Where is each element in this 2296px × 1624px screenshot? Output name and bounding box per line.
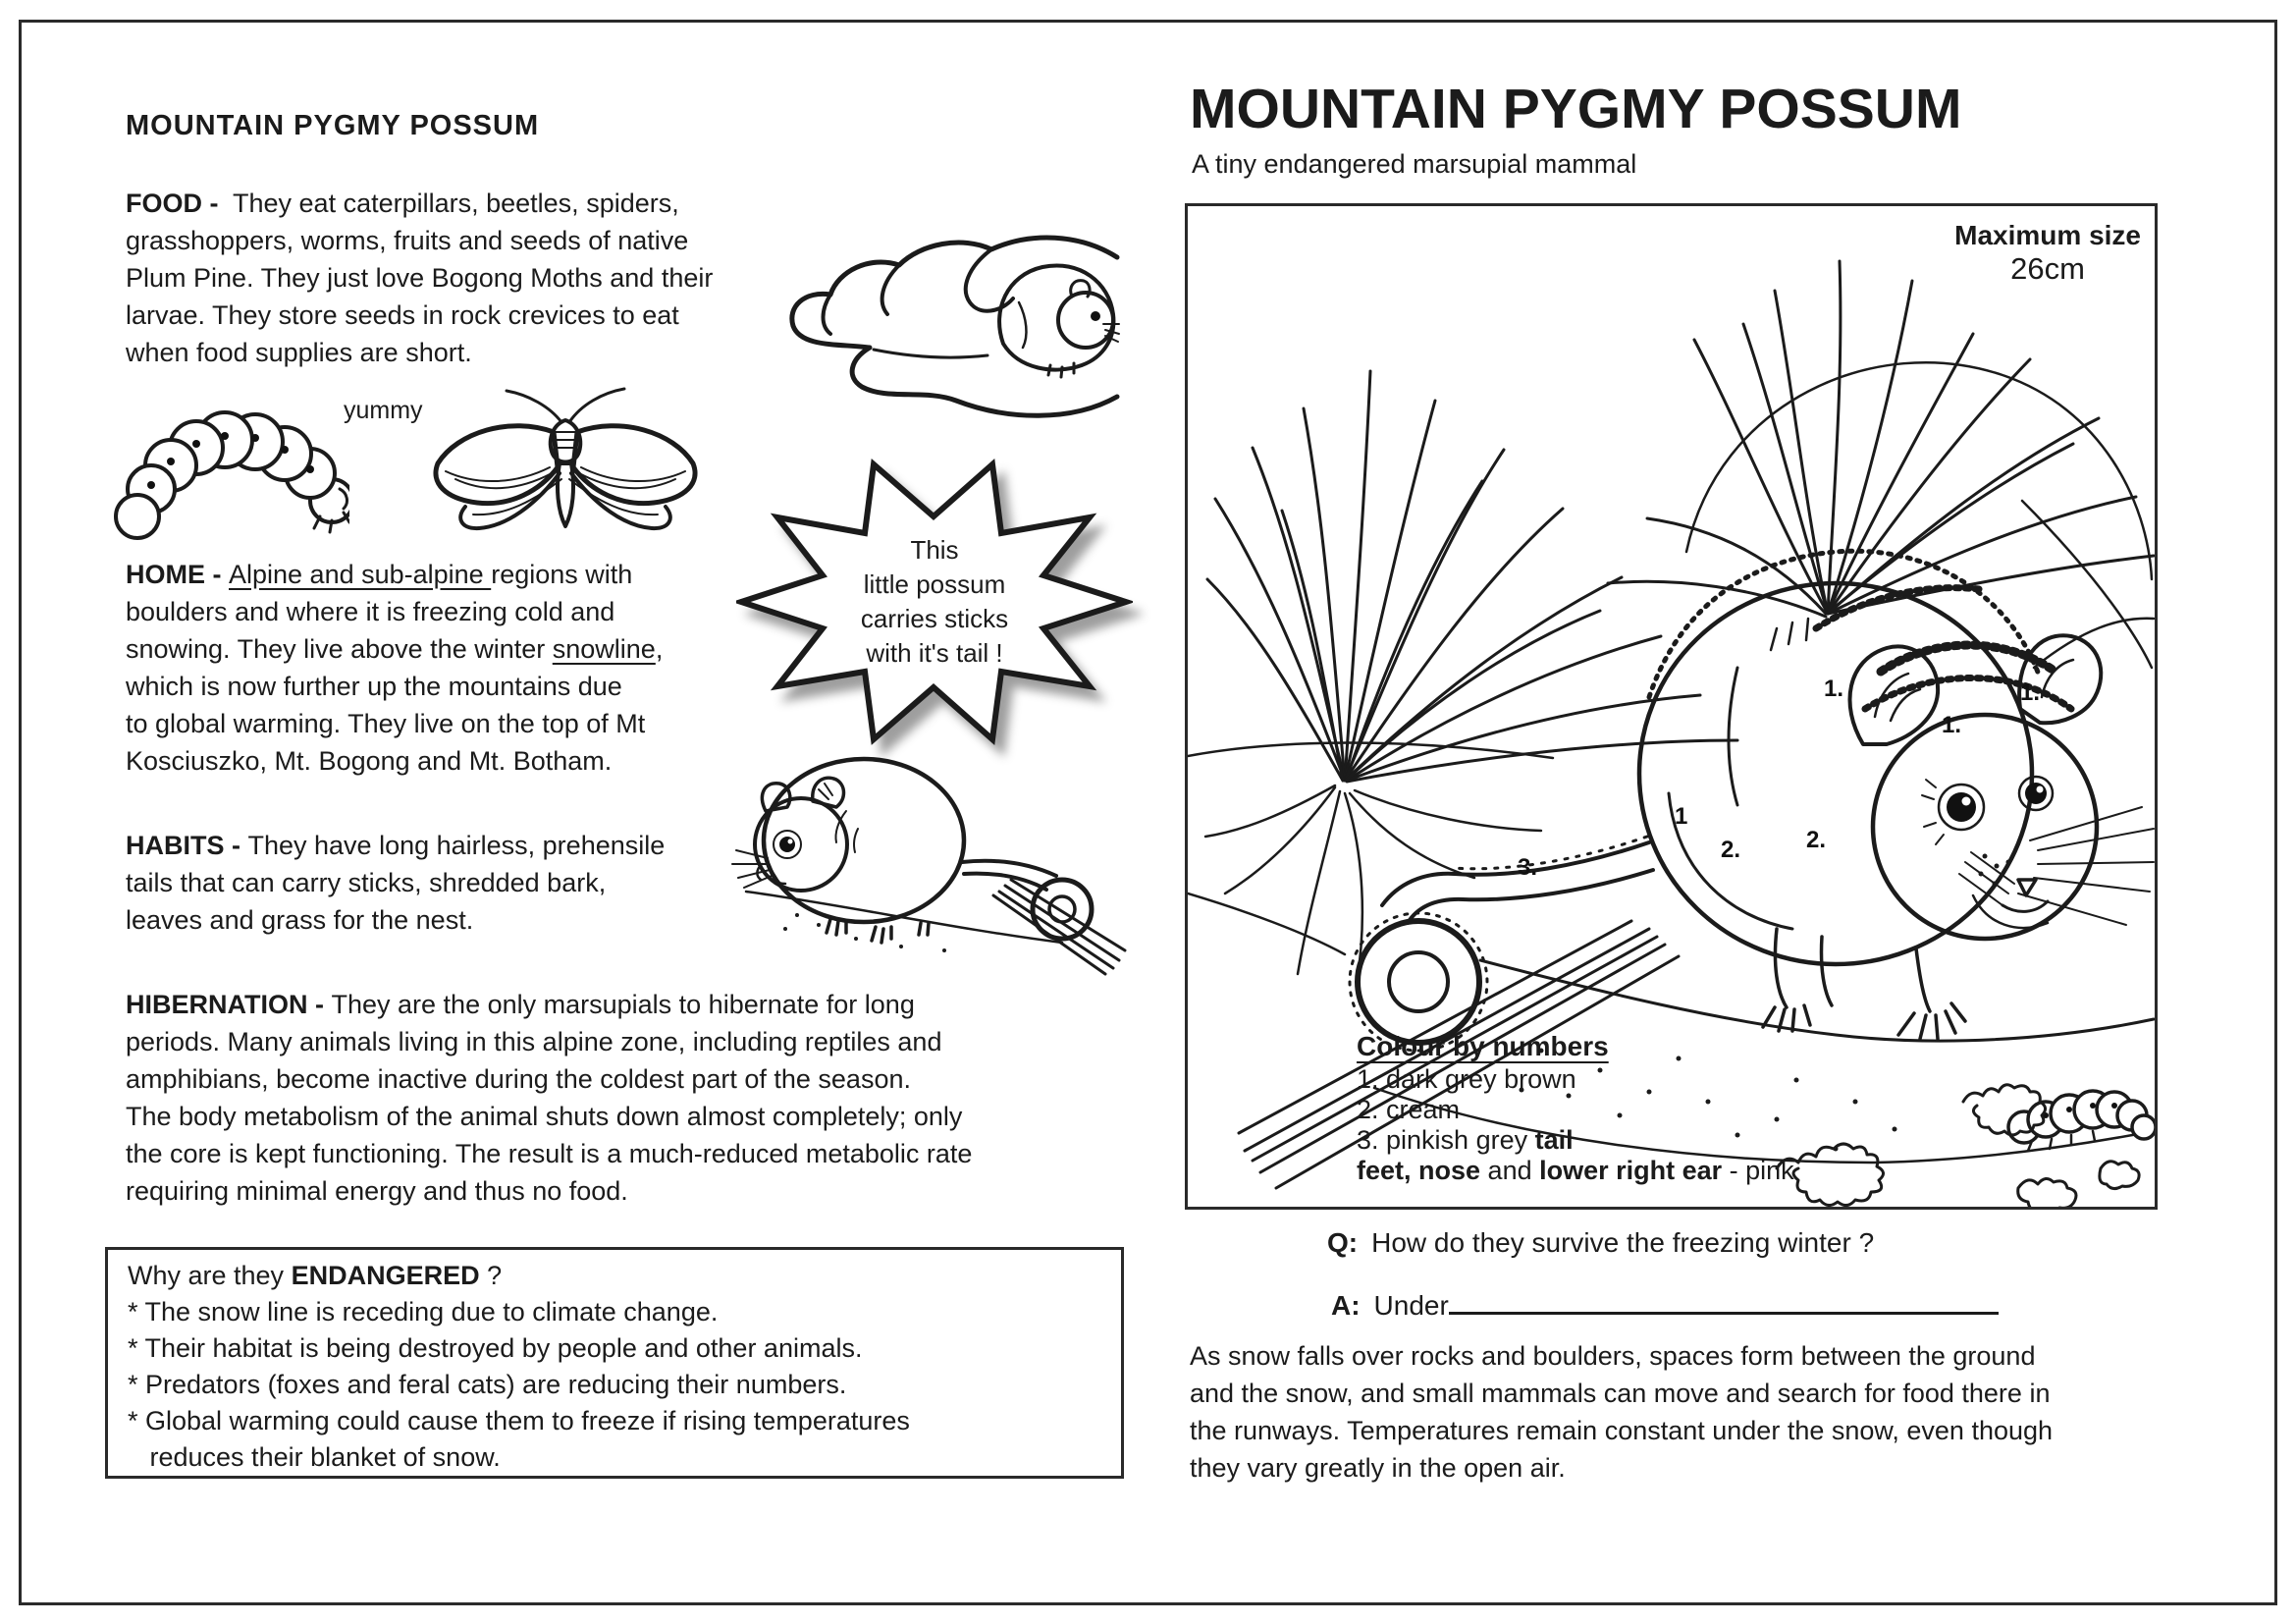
colour-marker: 1. <box>1942 712 1962 738</box>
maximum-size-text: Maximum size <box>1954 220 2141 250</box>
legend-items: 1. dark grey brown 2. cream 3. pinkish grey tail feet, nose and lower right ear - pink <box>1357 1064 1794 1185</box>
maximum-size-value: 26cm <box>2010 251 2085 286</box>
endangered-box: Why are they ENDANGERED ? * The snow line is receding due to climate change. * Their habitat is being destroyed by people and other animals. * Predators (foxes and feral cats) are reducing their numbers. * Global warming could cause them to freeze if rising temperatures reduces their blanket of snow. <box>105 1247 1124 1479</box>
colouring-illustration-box <box>1185 203 2158 1210</box>
question-line <box>1327 1227 1874 1259</box>
colour-marker: 1. <box>2020 679 2041 706</box>
left-page-title: MOUNTAIN PYGMY POSSUM <box>126 110 540 141</box>
question-text: How do they survive the freezing winter ? <box>1371 1227 1875 1258</box>
hibernation-section: HIBERNATION - They are the only marsupials to hibernate for long periods. Many animals living in this alpine zone, including reptiles and amphibians, become inactive during the coldest part of the season. The body metabolism of the animal shuts down almost completely; only the core is kept functioning. The result is a much-reduced metabolic rate requiring minimal energy and thus no food. <box>126 990 973 1206</box>
possum-tail-sticks-illustration <box>728 746 1133 1005</box>
colour-by-numbers-legend <box>1357 1029 1794 1186</box>
starburst-text: This little possum carries sticks with it's tail ! <box>860 535 1009 668</box>
answer-prefix: A: <box>1331 1290 1361 1321</box>
caterpillar-illustration <box>108 385 349 568</box>
snow-explanation-paragraph: As snow falls over rocks and boulders, spaces form between the ground and the snow, and small mammals can move and search for food there in the runways. Temperatures remain constant under the snow, even though they vary greatly in the open air. <box>1190 1341 2054 1483</box>
colour-marker: 1. <box>1824 676 1844 702</box>
answer-line-row <box>1331 1284 1999 1322</box>
legend-title: Colour by numbers <box>1357 1031 1609 1061</box>
answer-text: Under <box>1373 1290 1449 1321</box>
home-section: HOME - Alpine and sub-alpine regions with boulders and where it is freezing cold and snowing. They live above the winter snowline, which is now further up the mountains due to global warming. They live on the top of Mt Kosciuszko, Mt. Bogong and Mt. Botham. <box>126 560 664 776</box>
food-section: FOOD - They eat caterpillars, beetles, spiders, grasshoppers, worms, fruits and seeds of native Plum Pine. They just love Bogong Moths and their larvae. They store seeds in rock crevices to eat when food supplies are short. <box>126 189 714 367</box>
question-prefix: Q: <box>1327 1227 1359 1258</box>
colour-marker: 3. <box>1518 854 1538 881</box>
possum-in-hand-illustration <box>756 192 1121 444</box>
maximum-size-label <box>1954 220 2141 287</box>
bogong-moth-illustration <box>416 377 715 564</box>
answer-blank-field[interactable] <box>1449 1284 1999 1315</box>
right-page-subtitle: A tiny endangered marsupial mammal <box>1192 149 1637 179</box>
colour-marker: 2. <box>1806 827 1827 853</box>
colour-marker: 1 <box>1675 803 1688 830</box>
colour-marker: 2. <box>1721 837 1741 863</box>
right-page-title: MOUNTAIN PYGMY POSSUM <box>1190 78 1962 140</box>
starburst-callout <box>736 450 1133 756</box>
habits-section: HABITS - They have long hairless, prehensile tails that can carry sticks, shredded bark, leaves and grass for the nest. <box>126 831 666 935</box>
yummy-label: yummy <box>344 397 423 424</box>
